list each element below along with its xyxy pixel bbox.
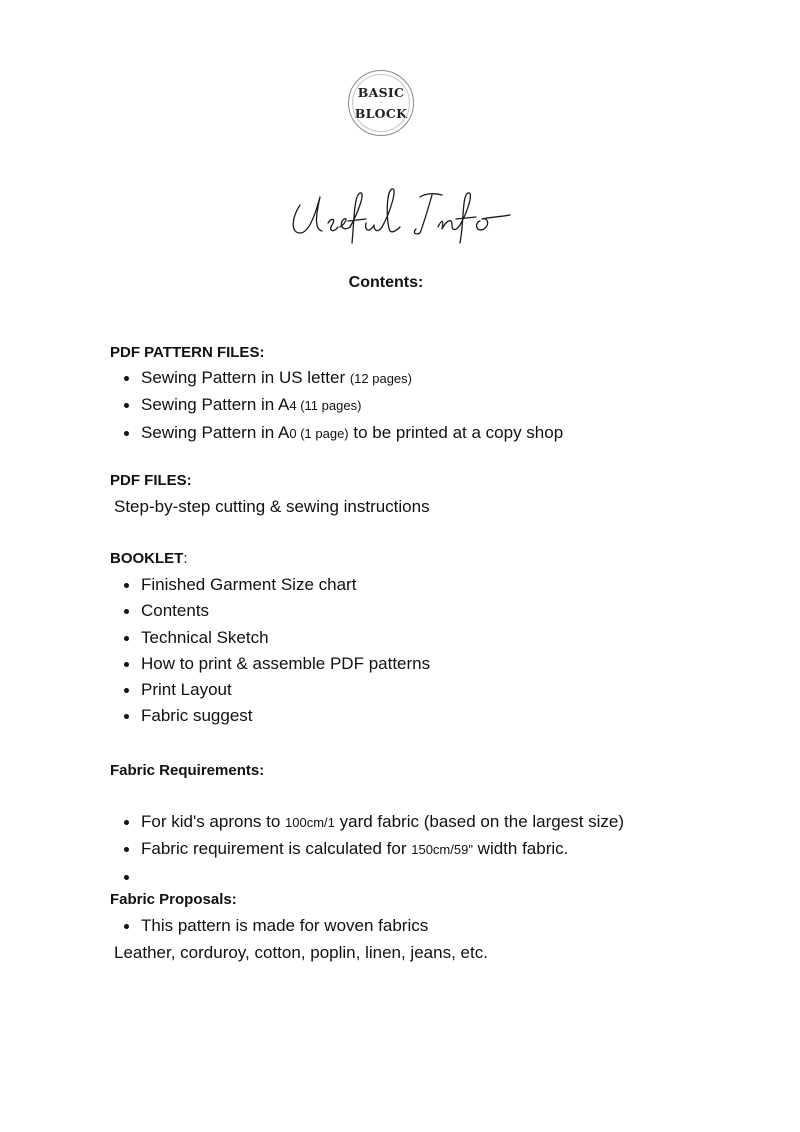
fabric-proposals-list (141, 913, 428, 939)
fabric-proposals-text: Leather, corduroy, cotton, poplin, linen, jeans, etc. (114, 943, 488, 962)
list-item (141, 836, 624, 863)
list-item-text: Sewing Pattern in A (141, 395, 290, 415)
pdf-pattern-files-heading: PDF PATTERN FILES: (110, 344, 265, 361)
pdf-files-text: Step-by-step cutting & sewing instructions (114, 497, 430, 516)
list-item-text-after: to be printed at a copy shop (348, 422, 564, 442)
list-item-text-after: width fabric. (472, 839, 569, 859)
pdf-files-heading: PDF FILES: (110, 472, 192, 489)
list-item-text: Sewing Pattern in US letter (141, 368, 350, 387)
list-item: Finished Garment Size chart (141, 572, 430, 598)
list-item-empty (141, 864, 624, 890)
list-item: Contents (141, 598, 430, 624)
booklet-heading (110, 549, 188, 569)
list-item: How to print & assemble PDF patterns (141, 651, 430, 677)
fabric-requirements-heading: Fabric Requirements: (110, 762, 265, 779)
list-item-small-text: 100cm/1 (285, 815, 335, 830)
list-item-text: For kid's aprons to (141, 812, 286, 831)
list-item (141, 420, 563, 447)
list-item-small-text: (12 pages) (349, 371, 412, 386)
list-item (141, 809, 624, 836)
booklet-heading-colon: : (183, 550, 188, 567)
contents-heading: Contents: (348, 274, 424, 291)
logo-ornament: ~ (378, 99, 384, 106)
booklet-heading-label: BOOKLET (110, 550, 184, 567)
list-item (141, 365, 563, 392)
list-item-small-text: 0 (1 page) (289, 425, 349, 441)
fabric-requirements-list (141, 809, 624, 890)
list-item-text-after: yard fabric (based on the largest size) (334, 812, 625, 831)
list-item-text: Fabric requirement is calculated for (141, 839, 412, 859)
list-item-small-text: 150cm/59" (411, 842, 473, 858)
booklet-list (141, 572, 430, 730)
pdf-pattern-files-list (141, 365, 563, 447)
list-item: This pattern is made for woven fabrics (141, 913, 428, 939)
logo-line-2: BLOCK (354, 106, 408, 121)
logo-inner-ring (352, 74, 410, 132)
brand-logo (348, 70, 414, 136)
fabric-proposals-heading: Fabric Proposals: (110, 891, 237, 908)
list-item: Technical Sketch (141, 625, 430, 651)
list-item: Fabric suggest (141, 703, 430, 729)
list-item: Print Layout (141, 677, 430, 703)
list-item (141, 392, 563, 419)
list-item-text: Sewing Pattern in A (141, 422, 290, 442)
useful-info-script-title (286, 183, 526, 245)
list-item-small-text: 4 (11 pages) (289, 398, 362, 414)
logo-line-1: BASIC (357, 85, 405, 100)
